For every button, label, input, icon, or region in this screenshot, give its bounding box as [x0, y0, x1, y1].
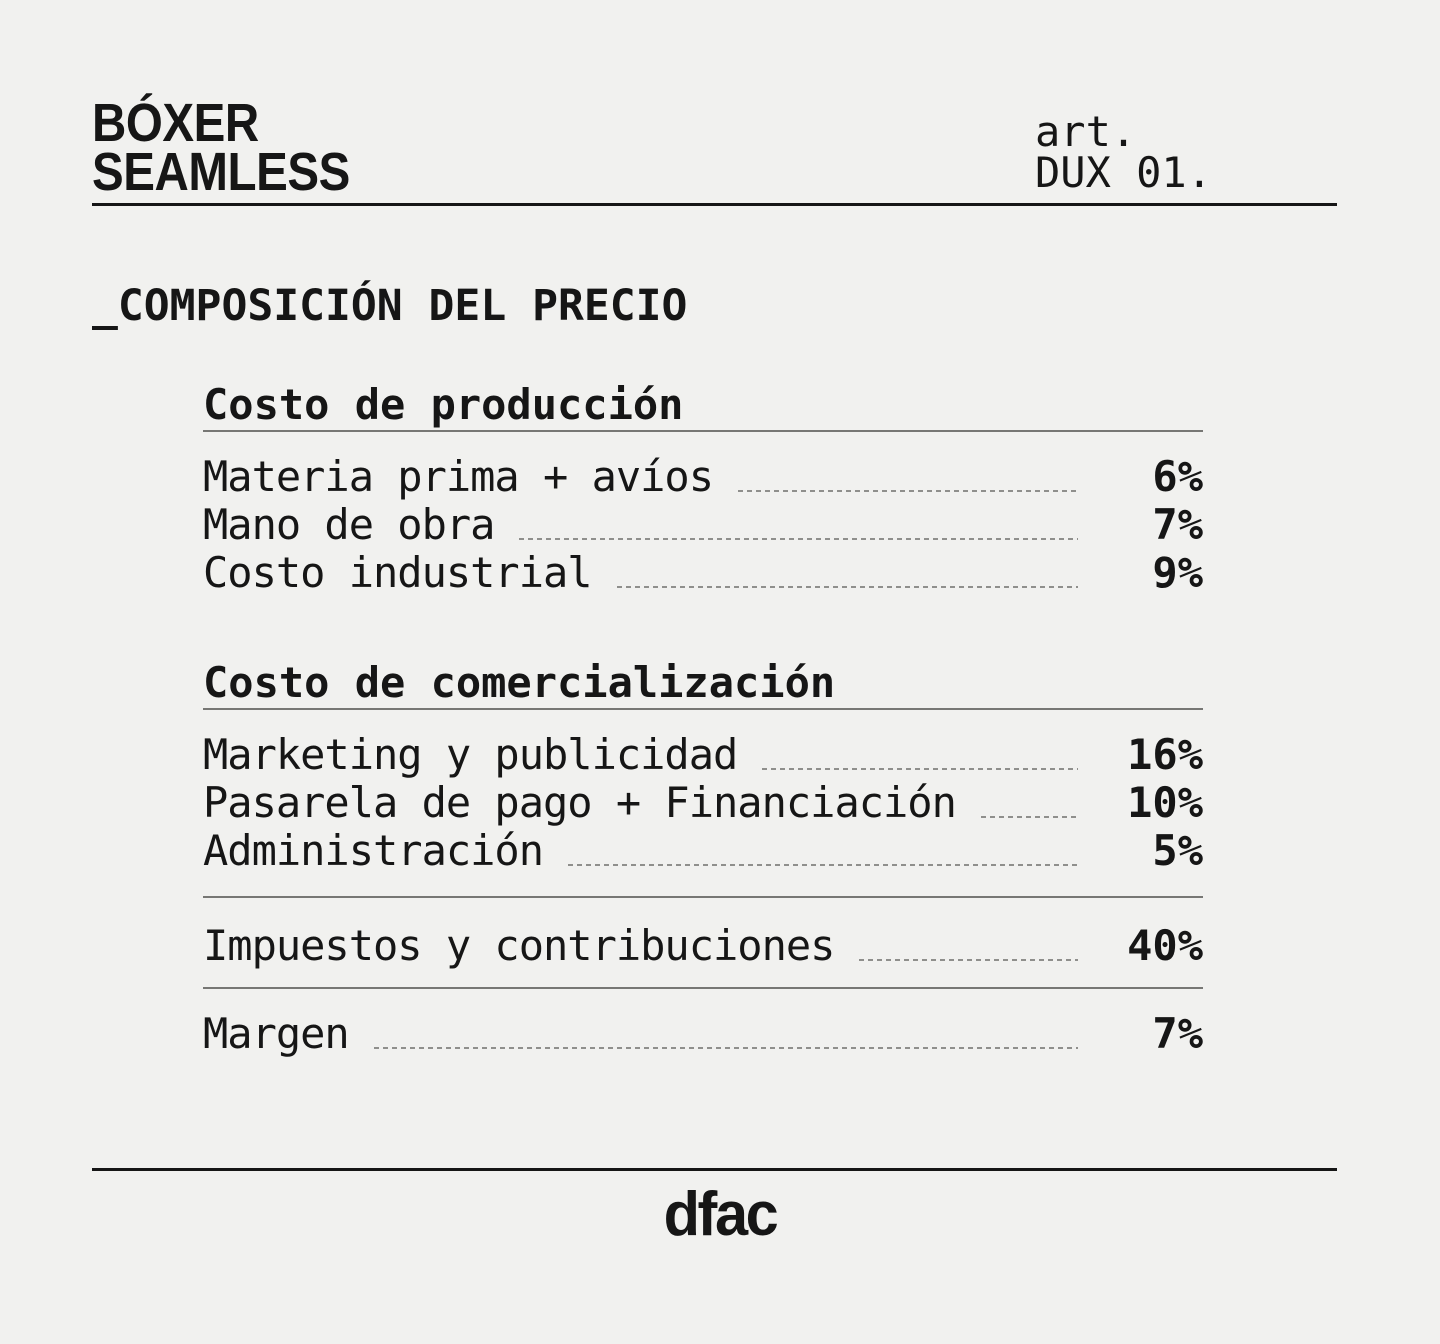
margin-row-wrap [203, 1010, 1203, 1058]
section-heading-comercializacion: Costo de comercialización [203, 658, 836, 707]
row-value: 5% [1152, 826, 1203, 875]
article-block [1035, 107, 1213, 197]
taxes-divider-bottom [203, 987, 1203, 989]
cost-row [203, 827, 1203, 875]
taxes-row-wrap [203, 922, 1203, 970]
cost-row-taxes [203, 922, 1203, 970]
leader-line [738, 490, 1078, 492]
taxes-divider-top [203, 896, 1203, 898]
row-label: Margen [203, 1009, 349, 1058]
row-value: 40% [1127, 921, 1203, 970]
leader-line [374, 1047, 1078, 1049]
row-value: 7% [1152, 500, 1203, 549]
row-value: 7% [1152, 1009, 1203, 1058]
section-heading-produccion: Costo de producción [203, 380, 684, 429]
row-label: Administración [203, 826, 544, 875]
article-label: art. [1035, 107, 1137, 156]
leader-line [568, 864, 1078, 866]
cost-row [203, 549, 1203, 597]
cost-row [203, 779, 1203, 827]
row-label: Mano de obra [203, 500, 495, 549]
row-label: Materia prima + avíos [203, 452, 714, 501]
cost-row [203, 501, 1203, 549]
row-value: 16% [1127, 730, 1203, 779]
row-label: Pasarela de pago + Financiación [203, 778, 956, 827]
section-divider [203, 708, 1203, 710]
row-label: Marketing y publicidad [203, 730, 738, 779]
leader-line [859, 959, 1078, 961]
leader-line [617, 586, 1078, 588]
production-rows [203, 453, 1203, 597]
cost-row [203, 731, 1203, 779]
row-value: 6% [1152, 452, 1203, 501]
leader-line [981, 816, 1078, 818]
product-title [92, 93, 350, 202]
section-divider [203, 430, 1203, 432]
leader-line [762, 768, 1078, 770]
product-title-line2: SEAMLESS [92, 142, 350, 202]
row-value: 10% [1127, 778, 1203, 827]
header-divider [92, 203, 1337, 206]
row-label: Costo industrial [203, 548, 592, 597]
page-title: _COMPOSICIÓN DEL PRECIO [92, 281, 688, 331]
row-label: Impuestos y contribuciones [203, 921, 835, 970]
cost-row [203, 453, 1203, 501]
row-value: 9% [1152, 548, 1203, 597]
leader-line [519, 538, 1078, 540]
commercialization-rows [203, 731, 1203, 875]
article-code: DUX 01. [1035, 148, 1213, 197]
product-title-line1: BÓXER [92, 93, 259, 153]
brand-logo: dfac [663, 1180, 777, 1249]
footer-divider [92, 1168, 1337, 1171]
cost-row-margin [203, 1010, 1203, 1058]
